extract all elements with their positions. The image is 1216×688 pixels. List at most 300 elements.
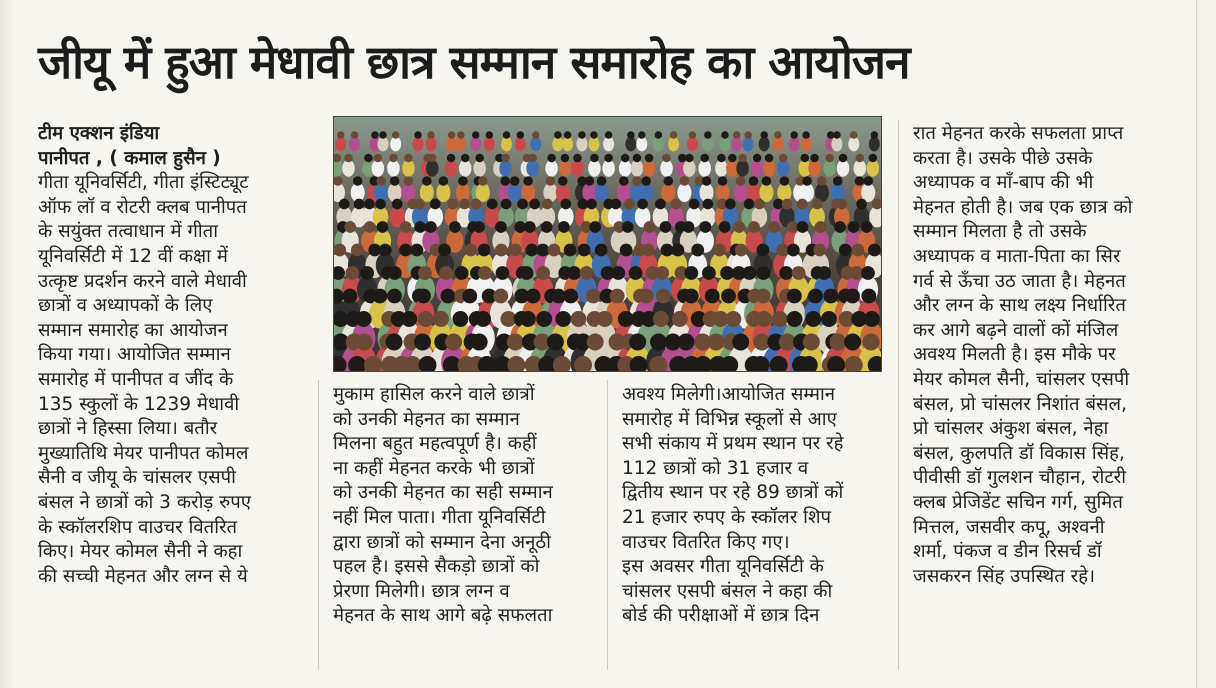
text-line: बंसल ने छात्रों को 3 करोड़ रुपए (38, 491, 251, 513)
crowd-person-body (677, 183, 691, 202)
article-column-2 (333, 383, 603, 629)
crowd-person-head (787, 244, 800, 257)
crowd-person-head (802, 131, 810, 139)
crowd-person-head (475, 154, 484, 163)
crowd-person-head (564, 131, 572, 139)
text-line: यूनिवर्सिटी में 12 वीं कक्षा में (38, 245, 228, 267)
crowd-person-head (848, 221, 860, 233)
text-line: मित्तल, जसवीर कपू, अश्वनी (913, 516, 1105, 538)
crowd-person-head (554, 131, 562, 139)
crowd-person-head (700, 154, 709, 163)
crowd-person-head (441, 289, 456, 304)
text-line: गीता यूनिवर्सिटी, गीता इंस्टिट्यूट (38, 172, 249, 194)
crowd-person-head (725, 199, 736, 210)
crowd-person-head (821, 311, 837, 327)
text-line: मेहनत होती है। जब एक छात्र को (913, 196, 1133, 218)
crowd-person-head (639, 289, 654, 304)
crowd-person-head (713, 244, 726, 257)
crowd-person-head (524, 221, 536, 233)
crowd-person-head (663, 176, 673, 186)
text-line: कर आगे बढ़ने वालों कों मंजिल (913, 319, 1119, 341)
crowd-person-head (708, 334, 725, 351)
text-line: ऑफ लॉ व रोटरी क्लब पानीपत (38, 196, 247, 218)
crowd-person-head (861, 266, 875, 280)
crowd-person-head (360, 266, 374, 280)
crowd-person-head (787, 311, 803, 327)
crowd-person-head (622, 221, 634, 233)
crowd-person-head (656, 289, 671, 304)
crowd-person-head (644, 221, 656, 233)
crowd-person-head (779, 266, 793, 280)
text-line: 21 हजार रुपए के स्कॉलर शिप (622, 506, 832, 528)
article-column-4 (913, 122, 1183, 589)
crowd-person-head (392, 199, 403, 210)
crowd-person-head (721, 289, 736, 304)
crowd-person-head (428, 154, 437, 163)
text-line: द्वितीय स्थान पर रहे 89 छात्रों कों (622, 482, 844, 504)
crowd-person-head (487, 199, 498, 210)
crowd-person-head (425, 221, 437, 233)
byline-place: पानीपत , ( कमाल हुसैन ) (38, 147, 221, 169)
crowd-person-head (354, 199, 365, 210)
crowd-person-head (856, 199, 867, 210)
adjacent-page-edge-left (0, 0, 14, 688)
crowd-person-head (704, 131, 712, 139)
text-line: क्लब प्रेजिडेंट सचिन गर्ग, सुमित (913, 491, 1123, 513)
crowd-person-head (844, 334, 861, 351)
crowd-person-head (501, 154, 510, 163)
crowd-person-head (735, 244, 748, 257)
crowd-person-head (377, 221, 389, 233)
crowd-person-head (653, 311, 669, 327)
text-line: द्वारा छात्रों को सम्मान देना अनूठी (333, 531, 551, 553)
crowd-person-head (414, 221, 426, 233)
crowd-person-head (400, 221, 412, 233)
crowd-person-head (765, 154, 774, 163)
crowd-person-head (705, 289, 720, 304)
crowd-person-head (805, 311, 821, 327)
crowd-person-head (833, 131, 841, 139)
crowd-person-head (563, 289, 578, 304)
text-line: प्रो चांसलर अंकुश बंसल, नेहा (913, 418, 1109, 440)
crowd-person-head (379, 131, 387, 139)
crowd-person-head (462, 289, 477, 304)
crowd-person-head (839, 244, 852, 257)
text-line: जसकरन सिंह उपस्थित रहे। (913, 565, 1096, 587)
crowd-person-head (756, 289, 771, 304)
article-column-1 (38, 122, 306, 589)
crowd-person-head (610, 199, 621, 210)
text-line: शर्मा, पंकज व डीन रिसर्च डॉ (913, 541, 1102, 563)
text-line: को उनकी मेहनत का सम्मान (333, 408, 520, 430)
text-line: पीवीसी डॉ गुलशन चौहान, रोटरी (913, 467, 1127, 489)
crowd-person-head (404, 154, 413, 163)
crowd-person-head (344, 221, 356, 233)
crowd-person-head (803, 334, 820, 351)
crowd-person-head (427, 131, 435, 139)
text-line: सम्मान मिलता है तो उसके (913, 221, 1087, 243)
crowd-person-head (386, 334, 403, 351)
crowd-person-head (471, 199, 482, 210)
crowd-person-head (471, 334, 488, 351)
text-line: अध्यापक व माँ-बाप की भी (913, 172, 1094, 194)
crowd-person-head (478, 266, 492, 280)
crowd-person-head (624, 199, 635, 210)
adjacent-column-edge-right (1196, 0, 1216, 688)
crowd-person-head (684, 266, 698, 280)
text-line: ना कहीं मेहनत करके भी छात्रों (333, 457, 535, 479)
crowd-person-head (733, 221, 745, 233)
text-line: अध्यापक व माता-पिता का सिर (913, 245, 1121, 267)
text-line: बोर्ड की परीक्षाओं में छात्र दिन (622, 605, 820, 627)
crowd-person-head (558, 221, 570, 233)
crowd-person-head (546, 176, 556, 186)
crowd-person-head (678, 334, 695, 351)
crowd-person-head (691, 244, 704, 257)
crowd-person-head (430, 199, 441, 210)
crowd-person-head (611, 266, 625, 280)
crowd-person-head (621, 154, 630, 163)
crowd-person-head (586, 289, 601, 304)
crowd-person-head (387, 289, 402, 304)
crowd-person-head (496, 266, 510, 280)
text-line: बंसल, प्रो चांसलर निशांत बंसल, (913, 393, 1127, 415)
crowd-person-head (528, 154, 537, 163)
crowd-person-head (802, 176, 812, 186)
crowd-person-head (374, 154, 383, 163)
crowd-person-head (736, 176, 746, 186)
crowd-person-head (702, 176, 712, 186)
crowd-person-head (671, 244, 684, 257)
text-line: गर्व से ऊँचा उठ जाता है। मेहनत (913, 270, 1126, 292)
crowd-person-head (585, 176, 595, 186)
crowd-person-head (638, 131, 646, 139)
crowd-person-head (760, 131, 768, 139)
crowd-person-head (863, 176, 873, 186)
crowd-person-head (833, 176, 843, 186)
crowd-person-head (414, 334, 431, 351)
text-line: मिलना बहुत महत्वपूर्ण है। कहीं (333, 433, 537, 455)
crowd-person-head (558, 176, 568, 186)
crowd-person-head (422, 176, 432, 186)
crowd-person-head (526, 289, 541, 304)
crowd-person-head (721, 131, 729, 139)
crowd-person-head (868, 244, 881, 257)
column-1-body (38, 171, 306, 589)
crowd-person-head (561, 154, 570, 163)
text-line: पहल है। इससे सैकड़ो छात्रों को (333, 556, 540, 578)
article-column-3 (622, 383, 890, 629)
crowd-person-head (768, 221, 780, 233)
crowd-person-head (780, 176, 790, 186)
crowd-person-head (523, 176, 533, 186)
crowd-person-head (680, 176, 690, 186)
crowd-person-head (578, 131, 586, 139)
text-line: किया गया। आयोजित सम्मान (38, 344, 231, 366)
crowd-person-head (392, 131, 400, 139)
crowd-person-head (351, 131, 359, 139)
crowd-person-head (501, 199, 512, 210)
crowd-person-head (587, 334, 604, 351)
crowd-person-head (564, 244, 577, 257)
crowd-person-head (720, 266, 734, 280)
crowd-person-head (861, 221, 873, 233)
crowd-person-head (433, 311, 449, 327)
crowd-person-head (782, 199, 793, 210)
crowd-person-head (757, 244, 770, 257)
crowd-person-head (703, 199, 714, 210)
crowd-person-head (637, 199, 648, 210)
crowd-person-head (536, 266, 550, 280)
crowd-person-head (548, 244, 561, 257)
column-divider (607, 380, 608, 670)
text-line: प्रेरणा मिलेगी। छात्र लग्न व (333, 580, 510, 602)
crowd-person-head (536, 244, 549, 257)
crowd-person-head (742, 266, 756, 280)
crowd-person-head (517, 131, 525, 139)
crowd-person-head (633, 154, 642, 163)
crowd-person-head (597, 311, 613, 327)
crowd-person-head (464, 244, 477, 257)
crowd-person-head (418, 311, 434, 327)
crowd-person-head (547, 334, 564, 351)
crowd-person-head (605, 131, 613, 139)
crowd-person-body (334, 160, 343, 177)
crowd-person-head (629, 266, 643, 280)
crowd-person-head (762, 176, 772, 186)
crowd-person-head (458, 176, 468, 186)
crowd-person-head (655, 199, 666, 210)
crowd-person-head (399, 244, 412, 257)
crowd-person-head (495, 244, 508, 257)
crowd-person-head (744, 199, 755, 210)
column-divider (318, 380, 319, 670)
crowd-person-head (650, 334, 667, 351)
crowd-person-head (869, 154, 878, 163)
crowd-person-head (448, 131, 456, 139)
byline-team: टीम एक्शन इंडिया (38, 123, 160, 144)
crowd-person-head (836, 199, 847, 210)
crowd-person-head (718, 176, 728, 186)
crowd-person-head (520, 311, 536, 327)
crowd-person-head (345, 266, 359, 280)
crowd-person-head (376, 176, 386, 186)
crowd-person-head (753, 154, 762, 163)
crowd-person-head (375, 199, 386, 210)
crowd-person-head (817, 176, 827, 186)
crowd-person-head (864, 311, 880, 327)
crowd-person-head (461, 154, 470, 163)
crowd-person-head (797, 221, 809, 233)
column-divider (898, 120, 899, 670)
crowd-person-head (629, 334, 646, 351)
crowd-person-head (725, 311, 741, 327)
crowd-person-head (619, 176, 629, 186)
text-line: इस अवसर गीता यूनिवर्सिटी के (622, 556, 824, 578)
crowd-person-head (455, 266, 469, 280)
crowd-person-head (449, 221, 461, 233)
text-line: बंसल, कुलपति डॉ विकास सिंह, (913, 442, 1125, 464)
crowd-person-head (808, 289, 823, 304)
crowd-person-head (536, 311, 552, 327)
crowd-person-head (356, 311, 372, 327)
text-line: मुख्यातिथि मेयर पानीपत कोमल (38, 442, 249, 464)
crowd-person-head (371, 131, 379, 139)
crowd-person-head (517, 199, 528, 210)
crowd-person-head (683, 221, 695, 233)
crowd-person-head (800, 154, 809, 163)
crowd-person-head (855, 154, 864, 163)
crowd-photo (333, 116, 882, 372)
crowd-person-head (790, 131, 798, 139)
crowd-person-head (689, 199, 700, 210)
text-line: 135 स्कुलों के 1239 मेधावी (38, 393, 240, 415)
crowd-person-head (411, 244, 424, 257)
text-line: छात्रों व अध्यापकों के लिए (38, 295, 213, 317)
crowd-person-head (660, 221, 672, 233)
crowd-person-head (571, 311, 587, 327)
crowd-person-body (436, 183, 450, 202)
crowd-person-head (342, 289, 357, 304)
crowd-person-body (661, 183, 675, 202)
crowd-person-head (672, 311, 688, 327)
crowd-person-head (555, 311, 571, 327)
crowd-person-head (447, 154, 456, 163)
text-line: के सयुंक्त तत्वाधान में गीता (38, 221, 218, 243)
crowd-person-head (379, 244, 392, 257)
crowd-person-head (529, 199, 540, 210)
crowd-person-head (749, 176, 759, 186)
crowd-person-body (508, 183, 522, 202)
crowd-person-head (416, 289, 431, 304)
crowd-person-head (356, 334, 373, 351)
crowd-person-head (580, 266, 594, 280)
crowd-person-head (447, 199, 458, 210)
crowd-person-head (486, 131, 494, 139)
crowd-person-head (507, 334, 524, 351)
crowd-person-head (823, 289, 838, 304)
crowd-person-head (438, 244, 451, 257)
text-line: सभी संकाय में प्रथम स्थान पर रहे (622, 433, 844, 455)
crowd-person-head (353, 176, 363, 186)
crowd-person-head (863, 334, 880, 351)
crowd-person-head (542, 199, 553, 210)
crowd-person-head (439, 176, 449, 186)
crowd-person-head (586, 199, 597, 210)
crowd-person-head (364, 221, 376, 233)
crowd-person-head (339, 199, 350, 210)
crowd-person-head (457, 131, 465, 139)
crowd-person-head (670, 131, 678, 139)
crowd-person-head (757, 266, 771, 280)
crowd-person-head (364, 199, 375, 210)
crowd-person-head (532, 131, 540, 139)
crowd-person-head (839, 154, 848, 163)
crowd-person-head (661, 244, 674, 257)
crowd-person-head (645, 154, 654, 163)
crowd-person-head (334, 244, 346, 257)
crowd-person-head (344, 154, 353, 163)
text-line: नहीं मिल पाता। गीता यूनिवर्सिटी (333, 506, 546, 528)
crowd-person-head (389, 154, 398, 163)
text-line: रात मेहनत करके सफलता प्राप्त (913, 123, 1124, 144)
crowd-person-body (733, 183, 747, 202)
crowd-person-head (700, 221, 712, 233)
crowd-person-head (871, 131, 879, 139)
crowd-person-head (641, 176, 651, 186)
text-line: मुकाम हासिल करने वाले छात्रों (333, 384, 535, 405)
crowd-person-head (493, 289, 508, 304)
crowd-person-head (813, 244, 826, 257)
crowd-person-head (732, 334, 749, 351)
crowd-person-head (825, 154, 834, 163)
text-line: वाउचर वितरित किए गए। (622, 531, 790, 553)
crowd-person-head (475, 311, 491, 327)
crowd-person-head (604, 154, 613, 163)
crowd-person-head (655, 266, 669, 280)
crowd-person-head (509, 244, 522, 257)
crowd-person-head (684, 289, 699, 304)
crowd-person-head (738, 154, 747, 163)
crowd-person-head (685, 154, 694, 163)
crowd-person-head (388, 266, 402, 280)
crowd-person-head (642, 244, 655, 257)
crowd-person-head (503, 131, 511, 139)
crowd-photo-illustration (334, 117, 881, 371)
crowd-person-head (702, 266, 716, 280)
crowd-person-head (610, 289, 625, 304)
text-line: उत्कृष्ट प्रदर्शन करने वाले मेधावी (38, 270, 247, 292)
crowd-person-head (373, 289, 388, 304)
crowd-person-head (547, 154, 556, 163)
text-line: मेहनत के साथ आगे बढ़े सफलता (333, 605, 553, 627)
text-line: की सच्ची मेहनत और लग्न से ये (38, 565, 248, 587)
crowd-person-head (774, 131, 782, 139)
crowd-person-head (590, 154, 599, 163)
crowd-person-head (541, 221, 553, 233)
crowd-person-head (597, 176, 607, 186)
crowd-person-head (655, 131, 663, 139)
crowd-person-head (390, 176, 400, 186)
crowd-person-head (662, 154, 671, 163)
text-line: छात्रों ने हिस्सा लिया। बतौर (38, 418, 218, 440)
crowd-person-head (590, 131, 598, 139)
text-line: अवश्य मिलती है। इस मौके पर (913, 344, 1116, 366)
crowd-person-head (472, 131, 480, 139)
crowd-person-head (337, 131, 345, 139)
crowd-person-head (756, 311, 772, 327)
text-line: को उनकी मेहनत का सही सम्मान (333, 482, 553, 504)
crowd-person-head (851, 244, 864, 257)
crowd-person-head (525, 244, 538, 257)
crowd-person-head (717, 154, 726, 163)
crowd-person-head (501, 176, 511, 186)
crowd-person-head (845, 289, 860, 304)
crowd-person-head (414, 199, 425, 210)
text-line: और लग्न के साथ लक्ष्य निर्धारित (913, 295, 1126, 317)
crowd-person-head (728, 154, 737, 163)
crowd-person-head (403, 176, 413, 186)
crowd-person-head (719, 221, 731, 233)
crowd-person-head (815, 221, 827, 233)
crowd-person-head (573, 154, 582, 163)
crowd-person-head (459, 199, 470, 210)
crowd-person-head (578, 244, 591, 257)
crowd-person-head (478, 244, 491, 257)
text-line: के स्कॉलरशिप वाउचर वितरित (38, 516, 238, 538)
crowd-person-head (414, 131, 422, 139)
crowd-person-head (401, 311, 417, 327)
